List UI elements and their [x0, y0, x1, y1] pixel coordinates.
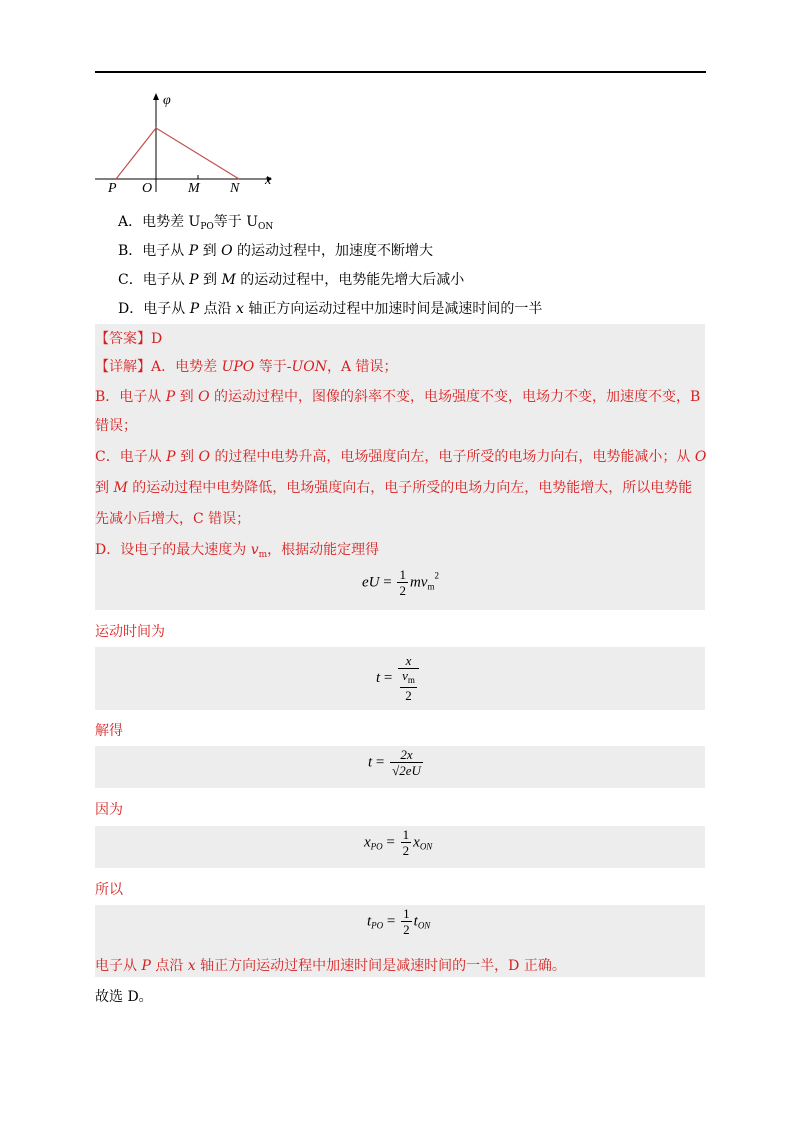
P-label: P: [108, 181, 117, 196]
detail-c-line1: C．电子从 P 到 O 的过程中电势升高，电场强度向左，电子所受的电场力向右，电势能减小；从 O: [95, 449, 707, 465]
detail-c-line3: 先减小后增大，C 错误；: [95, 511, 251, 527]
equation-time: t = $\frac{x}{\frac{v_m}{2}}$: [376, 654, 421, 703]
text-because: 因为: [95, 802, 123, 818]
final-choice: 故选 D。: [95, 989, 153, 1005]
option-a: A．电势差 $U_{PO}$等于 $U_{ON}$: [118, 214, 274, 232]
potential-graph: [95, 88, 285, 198]
N-label: N: [230, 181, 240, 196]
phi-axis-arrow: [153, 93, 159, 100]
conclusion: 电子从 P 点沿 x 轴正方向运动过程中加速时间是减速时间的一半，D 正确。: [95, 958, 566, 974]
text-solve: 解得: [95, 723, 123, 739]
header-rule: [95, 71, 706, 73]
O-label: O: [142, 181, 153, 196]
detail-b-line2: 错误；: [95, 418, 137, 434]
option-b: B．电子从 P 到 O 的运动过程中，加速度不断增大: [118, 243, 434, 259]
equation-distance-ratio: $x_{PO}$ = $\frac{1}{2}$ $x_{ON}$: [364, 827, 433, 858]
option-c: C．电子从 P 到 M 的运动过程中，电势能先增大后减小: [118, 272, 465, 288]
M-label: M: [188, 181, 200, 196]
answer-line: 【答案】D: [95, 331, 163, 347]
text-so: 所以: [95, 882, 123, 898]
text-time: 运动时间为: [95, 624, 165, 640]
equation-solved-time: t = $\frac{2x}{√2eU}$: [368, 747, 421, 778]
phi-label: φ: [163, 93, 171, 108]
detail-c-line2: 到 M 的运动过程中电势降低，电场强度向右，电子所受的电场力向左，电势能增大，所以电势能: [95, 480, 693, 496]
x-label: x: [265, 173, 272, 188]
equation-time-ratio: $t_{PO}$ = $\frac{1}{2}$ $t_{ON}$: [367, 906, 431, 937]
detail-d: D．设电子的最大速度为 $v_m$，根据动能定理得: [95, 542, 380, 560]
option-d: D．电子从 P 点沿 x 轴正方向运动过程中加速时间是减速时间的一半: [118, 301, 543, 317]
detail-b-line1: B．电子从 P 到 O 的运动过程中，图像的斜率不变，电场强度不变，电场力不变，加速度不变，B: [95, 389, 701, 405]
equation-kinetic-energy: eU = $\frac{1}{2}$ $mv_m^2$: [362, 567, 439, 598]
detail-a: 【详解】A．电势差 UPO 等于-UON，A 错误；: [95, 359, 398, 375]
potential-curve: [116, 128, 239, 179]
